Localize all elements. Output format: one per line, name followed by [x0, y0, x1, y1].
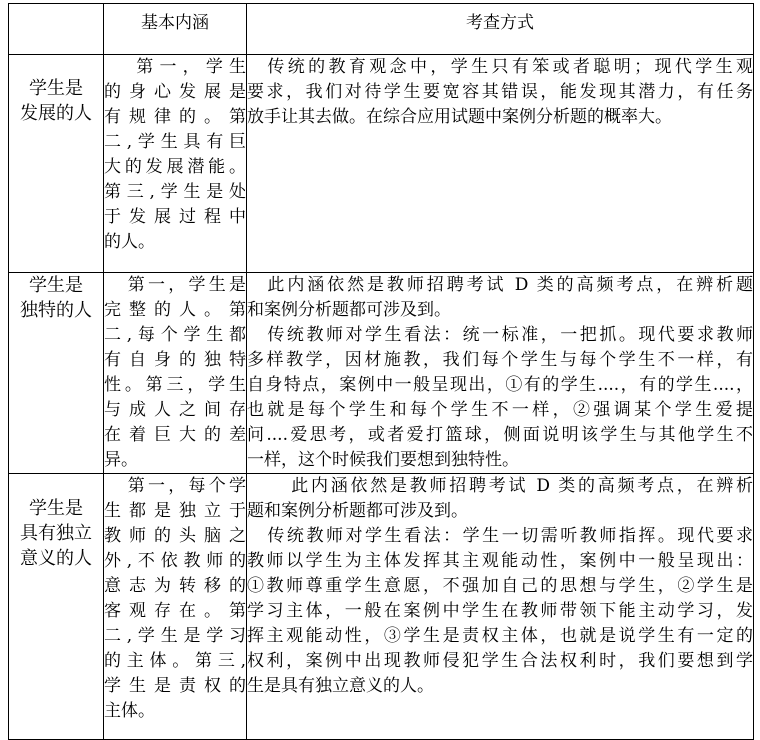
method-line: 学习主体，一般在案例中学生在教师带领下能主动学习，发 — [247, 601, 753, 621]
meaning-line: 在着巨大的差 — [104, 425, 246, 445]
table-row — [9, 474, 754, 740]
row-label-line: 独特的人 — [20, 300, 92, 321]
meaning-line: 的主体。第三, — [104, 651, 246, 671]
row-label-line: 意义的人 — [20, 548, 92, 569]
header-cell-meaning: 基本内涵 — [104, 4, 247, 55]
meaning-line: 二,学生具有巨 — [104, 132, 246, 152]
meaning-line: 二,学生是学习 — [104, 626, 246, 646]
method-cell — [247, 474, 754, 740]
meaning-line: 生都是独立于 — [104, 501, 246, 521]
method-line: 传统教师对学生看法：学生一切需听教师指挥。现代要求 — [267, 526, 753, 546]
method-line: 此内涵依然是教师招聘考试 D 类的高频考点，在辨析 — [291, 476, 753, 496]
row-label-cell — [9, 55, 104, 273]
method-line: 此内涵依然是教师招聘考试 D 类的高频考点，在辨析题 — [267, 275, 753, 295]
row-label-line: 学生是 — [29, 275, 83, 296]
meaning-line: 外,不依教师的 — [104, 551, 246, 571]
header-row — [9, 4, 754, 55]
row-label-line: 学生是 — [29, 78, 83, 99]
table-row — [9, 273, 754, 474]
meaning-line: 有自身的独特 — [104, 350, 246, 370]
method-line: 多样教学，因材施教，我们每个学生与每个学生不一样，有 — [247, 350, 753, 370]
row-label-cell — [9, 273, 104, 474]
student-view-table — [8, 3, 754, 740]
meaning-line: 主体。 — [104, 701, 155, 721]
meaning-line: 与成人之间存 — [104, 400, 246, 420]
method-line: 一样，这个时候我们要想到独特性。 — [247, 450, 519, 470]
meaning-line: 教师的头脑之 — [104, 526, 246, 546]
method-line: 问....爱思考，或者爱打篮球，侧面说明该学生与其他学生不 — [247, 425, 753, 445]
meaning-line: 学生是责权的 — [104, 676, 246, 696]
method-cell — [247, 273, 754, 474]
meaning-line: 异。 — [104, 450, 138, 470]
method-line: 题和案例分析题都可涉及到。 — [247, 501, 468, 521]
meaning-line: 客观存在。第 — [104, 601, 246, 621]
method-line: 挥主观能动性，③学生是责权主体，也就是说学生有一定的 — [247, 626, 753, 646]
method-line: 权利，案例中出现教师侵犯学生合法权利时，我们要想到学 — [247, 651, 753, 671]
method-line: 也就是每个学生和每个学生不一样，②强调某个学生爱提 — [247, 400, 753, 420]
method-line: 和案例分析题都可涉及到。 — [247, 300, 451, 320]
meaning-line: 性。第三，学生 — [104, 375, 246, 395]
method-line: 传统教师对学生看法：统一标准，一把抓。现代要求教师 — [267, 325, 753, 345]
method-line: 传统的教育观念中，学生只有笨或者聪明；现代学生观 — [267, 57, 753, 77]
meaning-line: 的身心发展是 — [104, 82, 246, 102]
meaning-line: 第一，学生 — [136, 57, 246, 77]
meaning-line: 于发展过程中 — [104, 207, 246, 227]
meaning-line: 意志为转移的 — [104, 576, 246, 596]
meaning-line: 第三,学生是处 — [104, 182, 246, 202]
method-line: 教师以学生为主体发挥其主观能动性，案例中一般呈现出： — [247, 551, 753, 571]
meaning-line: 第一，学生是 — [127, 275, 246, 295]
method-line: ①教师尊重学生意愿，不强加自己的思想与学生，②学生是 — [247, 576, 753, 596]
meaning-cell — [104, 273, 247, 474]
header-cell-method: 考查方式 — [247, 4, 754, 55]
table-row — [9, 55, 754, 273]
method-line: 要求，我们对待学生要宽容其错误，能发现其潜力，有任务 — [247, 82, 753, 102]
row-label-line: 具有独立 — [20, 523, 92, 544]
meaning-cell — [104, 55, 247, 273]
method-cell — [247, 55, 754, 273]
header-cell-empty — [9, 4, 104, 55]
meaning-line: 有规律的。第 — [104, 107, 246, 127]
method-line: 生是具有独立意义的人。 — [247, 676, 434, 696]
meaning-line: 完整的人。第 — [104, 300, 246, 320]
row-label-cell — [9, 474, 104, 740]
method-line: 自身特点，案例中一般呈现出，①有的学生....，有的学生....， — [247, 375, 753, 395]
meaning-line: 第一，每个学 — [127, 476, 246, 496]
row-label-line: 发展的人 — [20, 103, 92, 124]
meaning-line: 的人。 — [104, 232, 155, 252]
method-line: 放手让其去做。在综合应用试题中案例分析题的概率大。 — [247, 107, 672, 127]
row-label-line: 学生是 — [29, 498, 83, 519]
meaning-line: 二,每个学生都 — [104, 325, 246, 345]
meaning-line: 大的发展潜能。 — [104, 157, 246, 177]
meaning-cell — [104, 474, 247, 740]
